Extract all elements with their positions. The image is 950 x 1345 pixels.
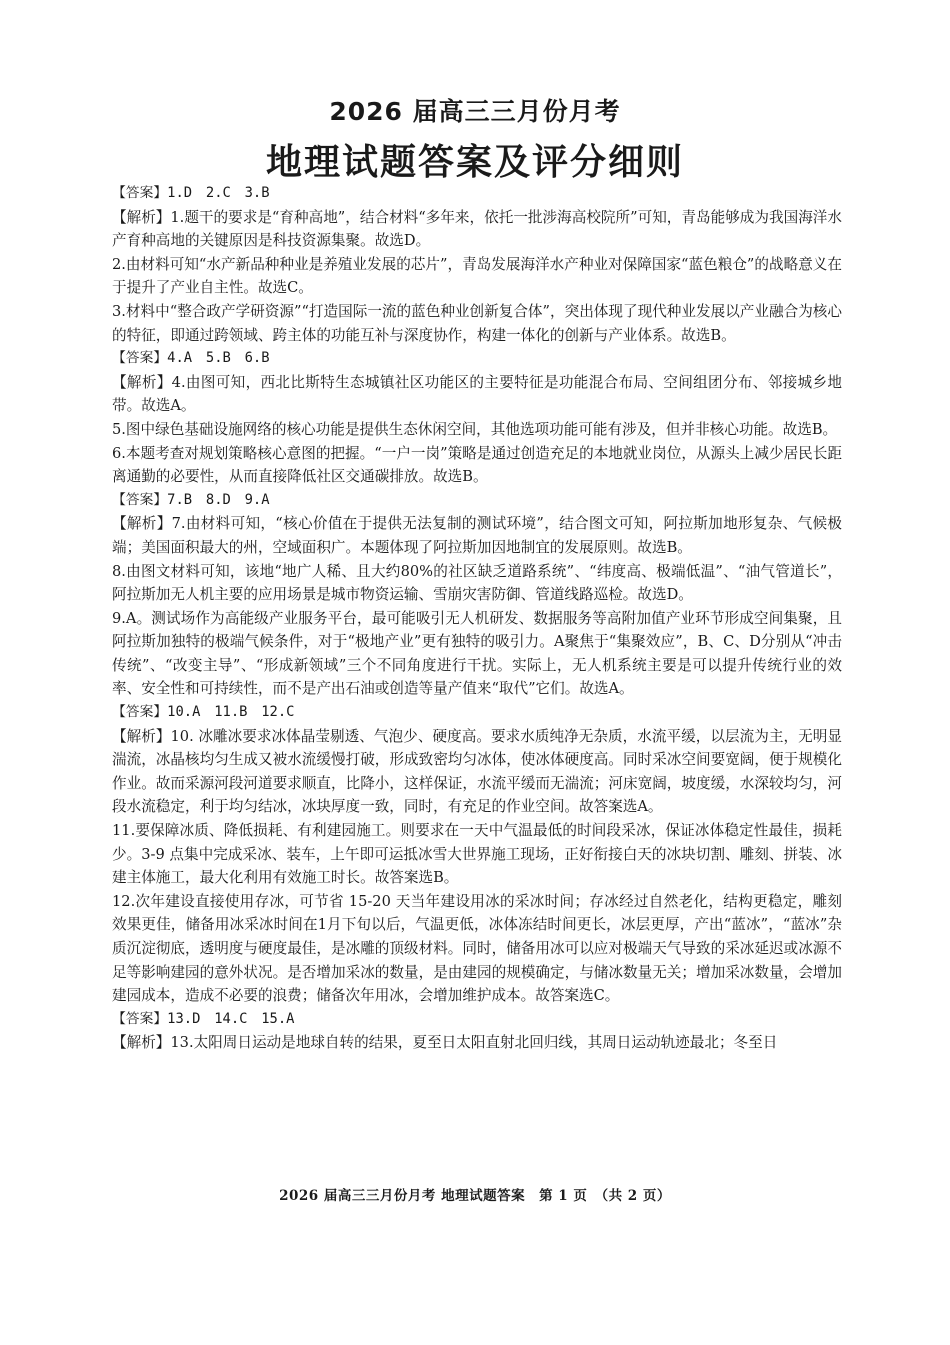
explanation-paragraph: 【解析】7.由材料可知，“核心价值在于提供无法复制的测试环境”，结合图文可知，阿拉斯加地形复杂、气候极端；美国面积最大的州，空域面积广。本题体现了阿拉斯加因地制宜的发展原则。故选B。 xyxy=(112,515,842,556)
explanation-paragraph: 【解析】13.太阳周日运动是地球自转的结果，夏至日太阳直射北回归线，其周日运动轨迹最北；冬至日 xyxy=(112,1034,778,1052)
answer-body xyxy=(112,182,842,1055)
explanation-paragraph: 2.由材料可知“水产新品种种业是养殖业发展的芯片”，青岛发展海洋水产种业对保障国家“蓝色粮仓”的战略意义在于提升了产业自主性。故选C。 xyxy=(112,255,842,297)
exam-title: 2026 届高三三月份月考 xyxy=(329,97,621,126)
answer-key-line: 【答案】10.A 11.B 12.C xyxy=(112,704,295,721)
explanation-paragraph: 6.本题考查对规划策略核心意图的把握。“一户一岗”策略是通过创造充足的本地就业岗位，从源头上减少居民长距离通勤的必要性，从而直接降低社区交通碳排放。故选B。 xyxy=(112,444,842,486)
explanation-paragraph: 12.次年建设直接使用存冰，可节省 15-20 天当年建设用冰的采冰时间；存冰经过自然老化，结构更稳定，雕刻效果更佳，储备用冰采冰时间在1月下旬以后，气温更低，冰体冻结时间更长，冰层更厚，产出“蓝冰”，“蓝冰”杂质沉淀彻底，透明度与硬度最佳，是冰雕的顶级材料。同时，储备用冰可以应对极端天气导致的采冰延迟或冰源不足等影响建园的意外状况。是否增加采冰的数量，是由建园的规模确定，与储冰数量无关；增加采冰数量，会增加建园成本，造成不必要的浪费；储备次年用冰，会增加维护成本。故答案选C。 xyxy=(112,892,842,1005)
answer-key-line: 【答案】4.A 5.B 6.B xyxy=(112,350,270,367)
page-footer: 2026 届高三三月份月考 地理试题答案 第 1 页 （共 2 页） xyxy=(279,1188,671,1204)
explanation-paragraph: 【解析】10. 冰雕冰要求冰体晶莹剔透、气泡少、硬度高。要求水质纯净无杂质，水流平缓，以层流为主，无明显湍流，冰晶核均匀生成又被水流缓慢打破，形成致密均匀冰体，使冰体硬度高。同时采冰空间要宽阔，便于规模化作业。故而采源河段河道要求顺直，比降小，这样保证，水流平缓而无湍流；河床宽阔，坡度缓，水深较均匀，河段水流稳定，利于均匀结冰，冰块厚度一致，同时，有充足的作业空间。故答案选A。 xyxy=(112,727,842,816)
document-title: 地理试题答案及评分细则 xyxy=(265,142,684,183)
answer-key-line: 【答案】13.D 14.C 15.A xyxy=(112,1010,295,1027)
explanation-paragraph: 8.由图文材料可知，该地“地广人稀、且大约80%的社区缺乏道路系统”、“纬度高、极端低温”、“油气管道长”，阿拉斯加无人机主要的应用场景是城市物资运输、雪崩灾害防御、管道线路巡检。故选D。 xyxy=(112,562,842,604)
explanation-paragraph: 9.A。测试场作为高能级产业服务平台，最可能吸引无人机研发、数据服务等高附加值产业环节形成空间集聚，且阿拉斯加独特的极端气候条件，对于“极地产业”更有独特的吸引力。A聚焦于“集聚效应”，B、C、D分别从“冲击传统”、“改变主导”、“形成新领域”三个不同角度进行干扰。实际上，无人机系统主要是可以提升传统行业的效率、安全性和可持续性，而不是产出石油或创造等量产值来“取代”它们。故选A。 xyxy=(112,609,842,698)
explanation-paragraph: 11.要保障冰质、降低损耗、有利建园施工。则要求在一天中气温最低的时间段采冰，保证冰体稳定性最佳，损耗少。3-9 点集中完成采冰、装车，上午即可运抵冰雪大世界施工现场，正好衔接白天的冰块切割、雕刻、拼装、冰建主体施工，最大化利用有效施工时长。故答案选B。 xyxy=(112,822,842,887)
answer-key-line: 【答案】7.B 8.D 9.A xyxy=(112,491,270,508)
explanation-paragraph: 【解析】4.由图可知，西北比斯特生态城镇社区功能区的主要特征是功能混合布局、空间组团分布、邻接城乡地带。故选A。 xyxy=(112,373,842,415)
answer-key-line: 【答案】1.D 2.C 3.B xyxy=(112,185,270,201)
explanation-paragraph: 5.图中绿色基础设施网络的核心功能是提供生态休闲空间，其他选项功能可能有涉及，但并非核心功能。故选B。 xyxy=(112,420,838,438)
explanation-paragraph: 【解析】1.题干的要求是“育种高地”，结合材料“多年来，依托一批涉海高校院所”可知，青岛能够成为我国海洋水产育种高地的关键原因是科技资源集聚。故选D。 xyxy=(112,208,842,250)
explanation-paragraph: 3.材料中“整合政产学研资源”“打造国际一流的蓝色种业创新复合体”，突出体现了现代种业发展以产业融合为核心的特征，即通过跨领域、跨主体的功能互补与深度协作，构建一体化的创新与产业体系。故选B。 xyxy=(112,302,842,344)
